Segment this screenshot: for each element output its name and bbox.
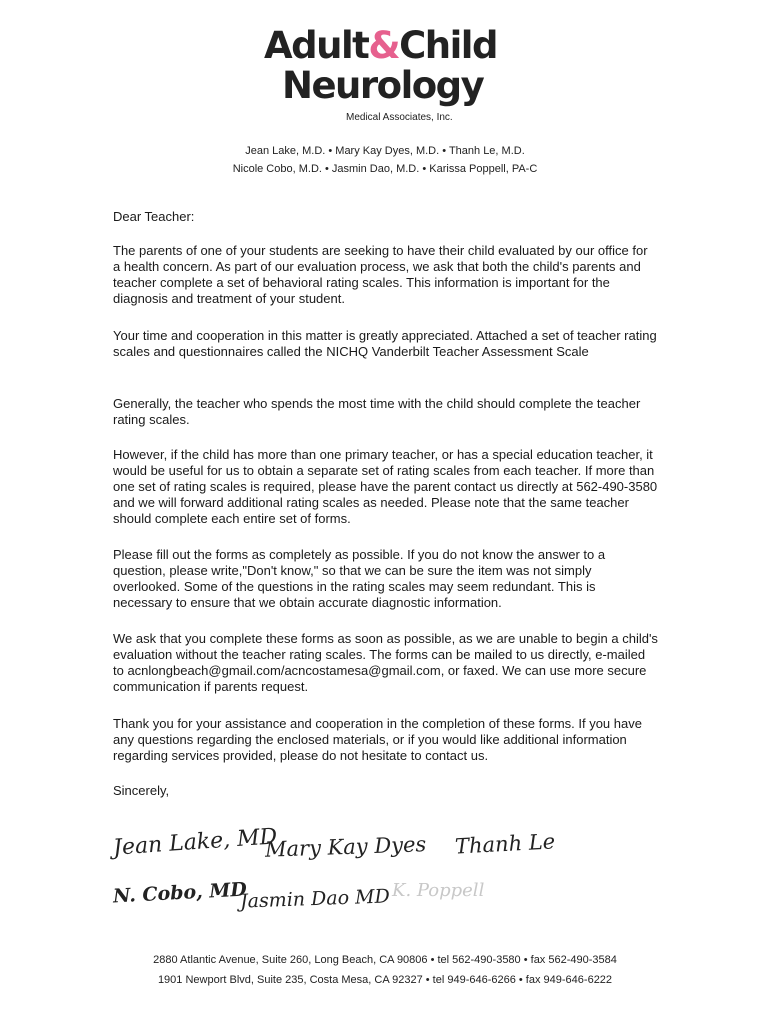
signature-jean-lake: Jean Lake, MD: [112, 824, 279, 861]
logo-word-child: Child: [399, 24, 497, 67]
signature-nicole-cobo: N. Cobo, MD: [112, 878, 248, 908]
closing: Sincerely,: [113, 783, 170, 798]
paragraph: Generally, the teacher who spends the most time with the child should complete the teacher rating scales.: [113, 396, 641, 427]
footer-address-long-beach: 2880 Atlantic Avenue, Suite 260, Long Beach, CA 90806 • tel 562-490-3580 • fax 562-490-3584: [153, 954, 617, 966]
paragraph: However, if the child has more than one primary teacher, or has a special education teacher, it would be useful for us to obtain a separate set of rating scales from each teacher. If more than one set of rating scales is required, please have the parent contact us directly at 562-490-3580 and we will forward additional rating scales as needed. Please note that the same teacher should complete each entire set of forms.: [113, 447, 658, 526]
signature-thanh-le: Thanh Le: [454, 829, 556, 859]
logo-word-adult: Adult: [264, 24, 369, 67]
company-logo: [264, 26, 564, 106]
paragraph: We ask that you complete these forms as soon as possible, as we are unable to begin a child's evaluation without the teacher rating scales. The forms can be mailed to us directly, e-mailed to acnlongbeach@gmail.com/acncostamesa@gmail.com, or faxed. We can use more secure communication if parents request.: [113, 631, 658, 694]
signature-karissa-poppell: K. Poppell: [392, 880, 485, 901]
footer-address-costa-mesa: 1901 Newport Blvd, Suite 235, Costa Mesa, CA 92327 • tel 949-646-6266 • fax 949-646-6222: [157, 974, 613, 986]
logo-word-neurology: Neurology: [282, 64, 484, 107]
paragraph: Please fill out the forms as completely as possible. If you do not know the answer to a question, please write,"Don't know," so that we can be sure the item was not simply overlooked. Some of the questions in the rating scales may seem redundant. This is necessary to ensure that we obtain accurate diagnostic information.: [113, 547, 606, 610]
paragraph: The parents of one of your students are seeking to have their child evaluated by our office for a health concern. As part of our evaluation process, we ask that both the child's parents and teacher complete a set of behavioral rating scales. This information is important for the diagnosis and treatment of your student.: [113, 243, 648, 306]
paragraph: Thank you for your assistance and cooperation in the completion of these forms. If you have any questions regarding the enclosed materials, or if you would like additional information regarding services provided, please do not hesitate to contact us.: [113, 716, 642, 763]
logo-line-1: [264, 26, 564, 66]
doctors-line-1: Jean Lake, M.D. • Mary Kay Dyes, M.D. • Thanh Le, M.D.: [245, 145, 525, 157]
paragraph: Your time and cooperation in this matter is greatly appreciated. Attached a set of teacher rating scales and questionnaires called the NICHQ Vanderbilt Teacher Assessment Scale: [113, 328, 657, 359]
logo-subtitle: Medical Associates, Inc.: [346, 112, 453, 123]
salutation: Dear Teacher:: [113, 209, 195, 224]
doctors-line-2: Nicole Cobo, M.D. • Jasmin Dao, M.D. • Karissa Poppell, PA-C: [232, 163, 538, 175]
signature-jasmin-dao: Jasmin Dao MD: [239, 885, 391, 913]
signature-mary-kay-dyes: Mary Kay Dyes: [264, 832, 427, 862]
logo-ampersand: &: [368, 24, 400, 67]
